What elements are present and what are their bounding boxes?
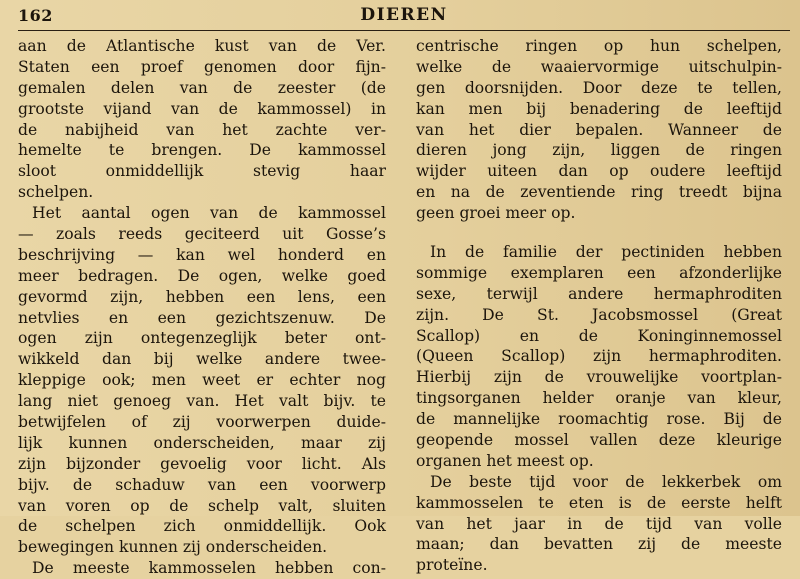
text-line: De meeste kammosselen hebben con-: [32, 559, 386, 578]
text-line: (Queen Scallop) zijn hermaphroditen.: [416, 347, 782, 366]
text-line: tingsorganen helder oranje van kleur,: [416, 389, 782, 408]
text-line: Het aantal ogen van de kammossel: [32, 204, 386, 223]
text-line: van het dier bepalen. Wanneer de: [416, 120, 782, 139]
text-line: sommige exemplaren een afzonderlijke: [416, 263, 782, 282]
text-line: hemelte te brengen. De kammossel: [18, 141, 386, 160]
paragraph-gap: [416, 224, 782, 242]
text-line: maan; dan bevatten zij de meeste: [416, 535, 782, 554]
text-line: en na de zeventiende ring treedt bijna: [416, 183, 782, 202]
paragraph-pectiniden: [416, 242, 782, 576]
left-text-column: [18, 36, 386, 579]
text-line: aan de Atlantische kust van de Ver.: [18, 37, 386, 55]
text-line: grootste vijand van de kammossel) in: [18, 99, 386, 118]
text-line: gen doorsnijden. Door deze te tellen,: [416, 78, 782, 97]
text-line: welke de waaiervormige uitschulpin-: [416, 57, 782, 76]
text-line: proteïne.: [416, 556, 488, 575]
text-line: — zoals reeds geciteerd uit Gosse’s: [18, 225, 386, 244]
text-line: geen groei meer op.: [416, 204, 576, 223]
text-line: sloot onmiddellijk stevig haar: [18, 162, 386, 181]
text-line: bewegingen kunnen zij onderscheiden.: [18, 538, 328, 557]
text-line: lijk kunnen onderscheiden, maar zij: [18, 433, 386, 452]
text-line: gemalen delen van de zeester (de: [18, 78, 386, 97]
text-line: de schelpen zich onmiddellijk. Ook: [18, 517, 386, 536]
text-line: meer bedragen. De ogen, welke goed: [18, 266, 386, 285]
page-number: 162: [18, 6, 53, 25]
text-line: gevormd zijn, hebben een lens, een: [18, 287, 386, 306]
text-line: Staten een proef genomen door fijn-: [18, 57, 386, 76]
text-line: betwijfelen of zij voorwerpen duide-: [18, 413, 386, 432]
text-line: kammosselen te eten is de eerste helft: [416, 493, 782, 512]
text-line: sexe, terwijl andere hermaphroditen: [416, 284, 782, 303]
text-line: In de familie der pectiniden hebben: [430, 243, 782, 262]
text-line: wijder uiteen dan op oudere leeftijd: [416, 162, 782, 181]
text-line: organen het meest op.: [416, 451, 594, 470]
running-head: DIEREN: [360, 5, 448, 25]
text-line: netvlies en een gezichtszenuw. De: [18, 308, 386, 327]
text-line: Scallop) en de Koninginnemossel: [416, 326, 782, 345]
text-line: de nabijheid van het zachte ver-: [18, 120, 386, 139]
text-line: beschrijving — kan wel honderd en: [18, 245, 386, 264]
text-line: bijv. de schaduw van een voorwerp: [18, 475, 386, 494]
text-line: De beste tijd voor de lekkerbek om: [430, 472, 782, 491]
text-line: zijn. De St. Jacobsmossel (Great: [416, 305, 782, 324]
text-line: kleppige ook; men weet er echter nog: [18, 371, 386, 390]
text-line: ogen zijn ontegenzeglijk beter ont-: [18, 329, 386, 348]
page-header: [18, 4, 790, 31]
right-text-column: [416, 36, 782, 576]
text-line: geopende mossel vallen deze kleurige: [416, 431, 782, 450]
text-line: dieren jong zijn, liggen de ringen: [416, 141, 782, 160]
text-line: zijn bijzonder gevoelig voor licht. Als: [18, 454, 386, 473]
text-line: centrische ringen op hun schelpen,: [416, 37, 782, 55]
text-line: van voren op de schelp valt, sluiten: [18, 496, 386, 515]
text-line: de mannelijke roomachtig rose. Bij de: [416, 410, 782, 429]
text-line: van het jaar in de tijd van volle: [416, 514, 782, 533]
text-line: Hierbij zijn de vrouwelijke voortplan-: [416, 368, 782, 387]
text-line: kan men bij benadering de leeftijd: [416, 99, 782, 118]
text-line: lang niet genoeg van. Het valt bijv. te: [18, 392, 386, 411]
text-line: wikkeld dan bij welke andere twee-: [18, 350, 386, 369]
paragraph-rings: [416, 36, 782, 224]
text-line: schelpen.: [18, 183, 94, 202]
